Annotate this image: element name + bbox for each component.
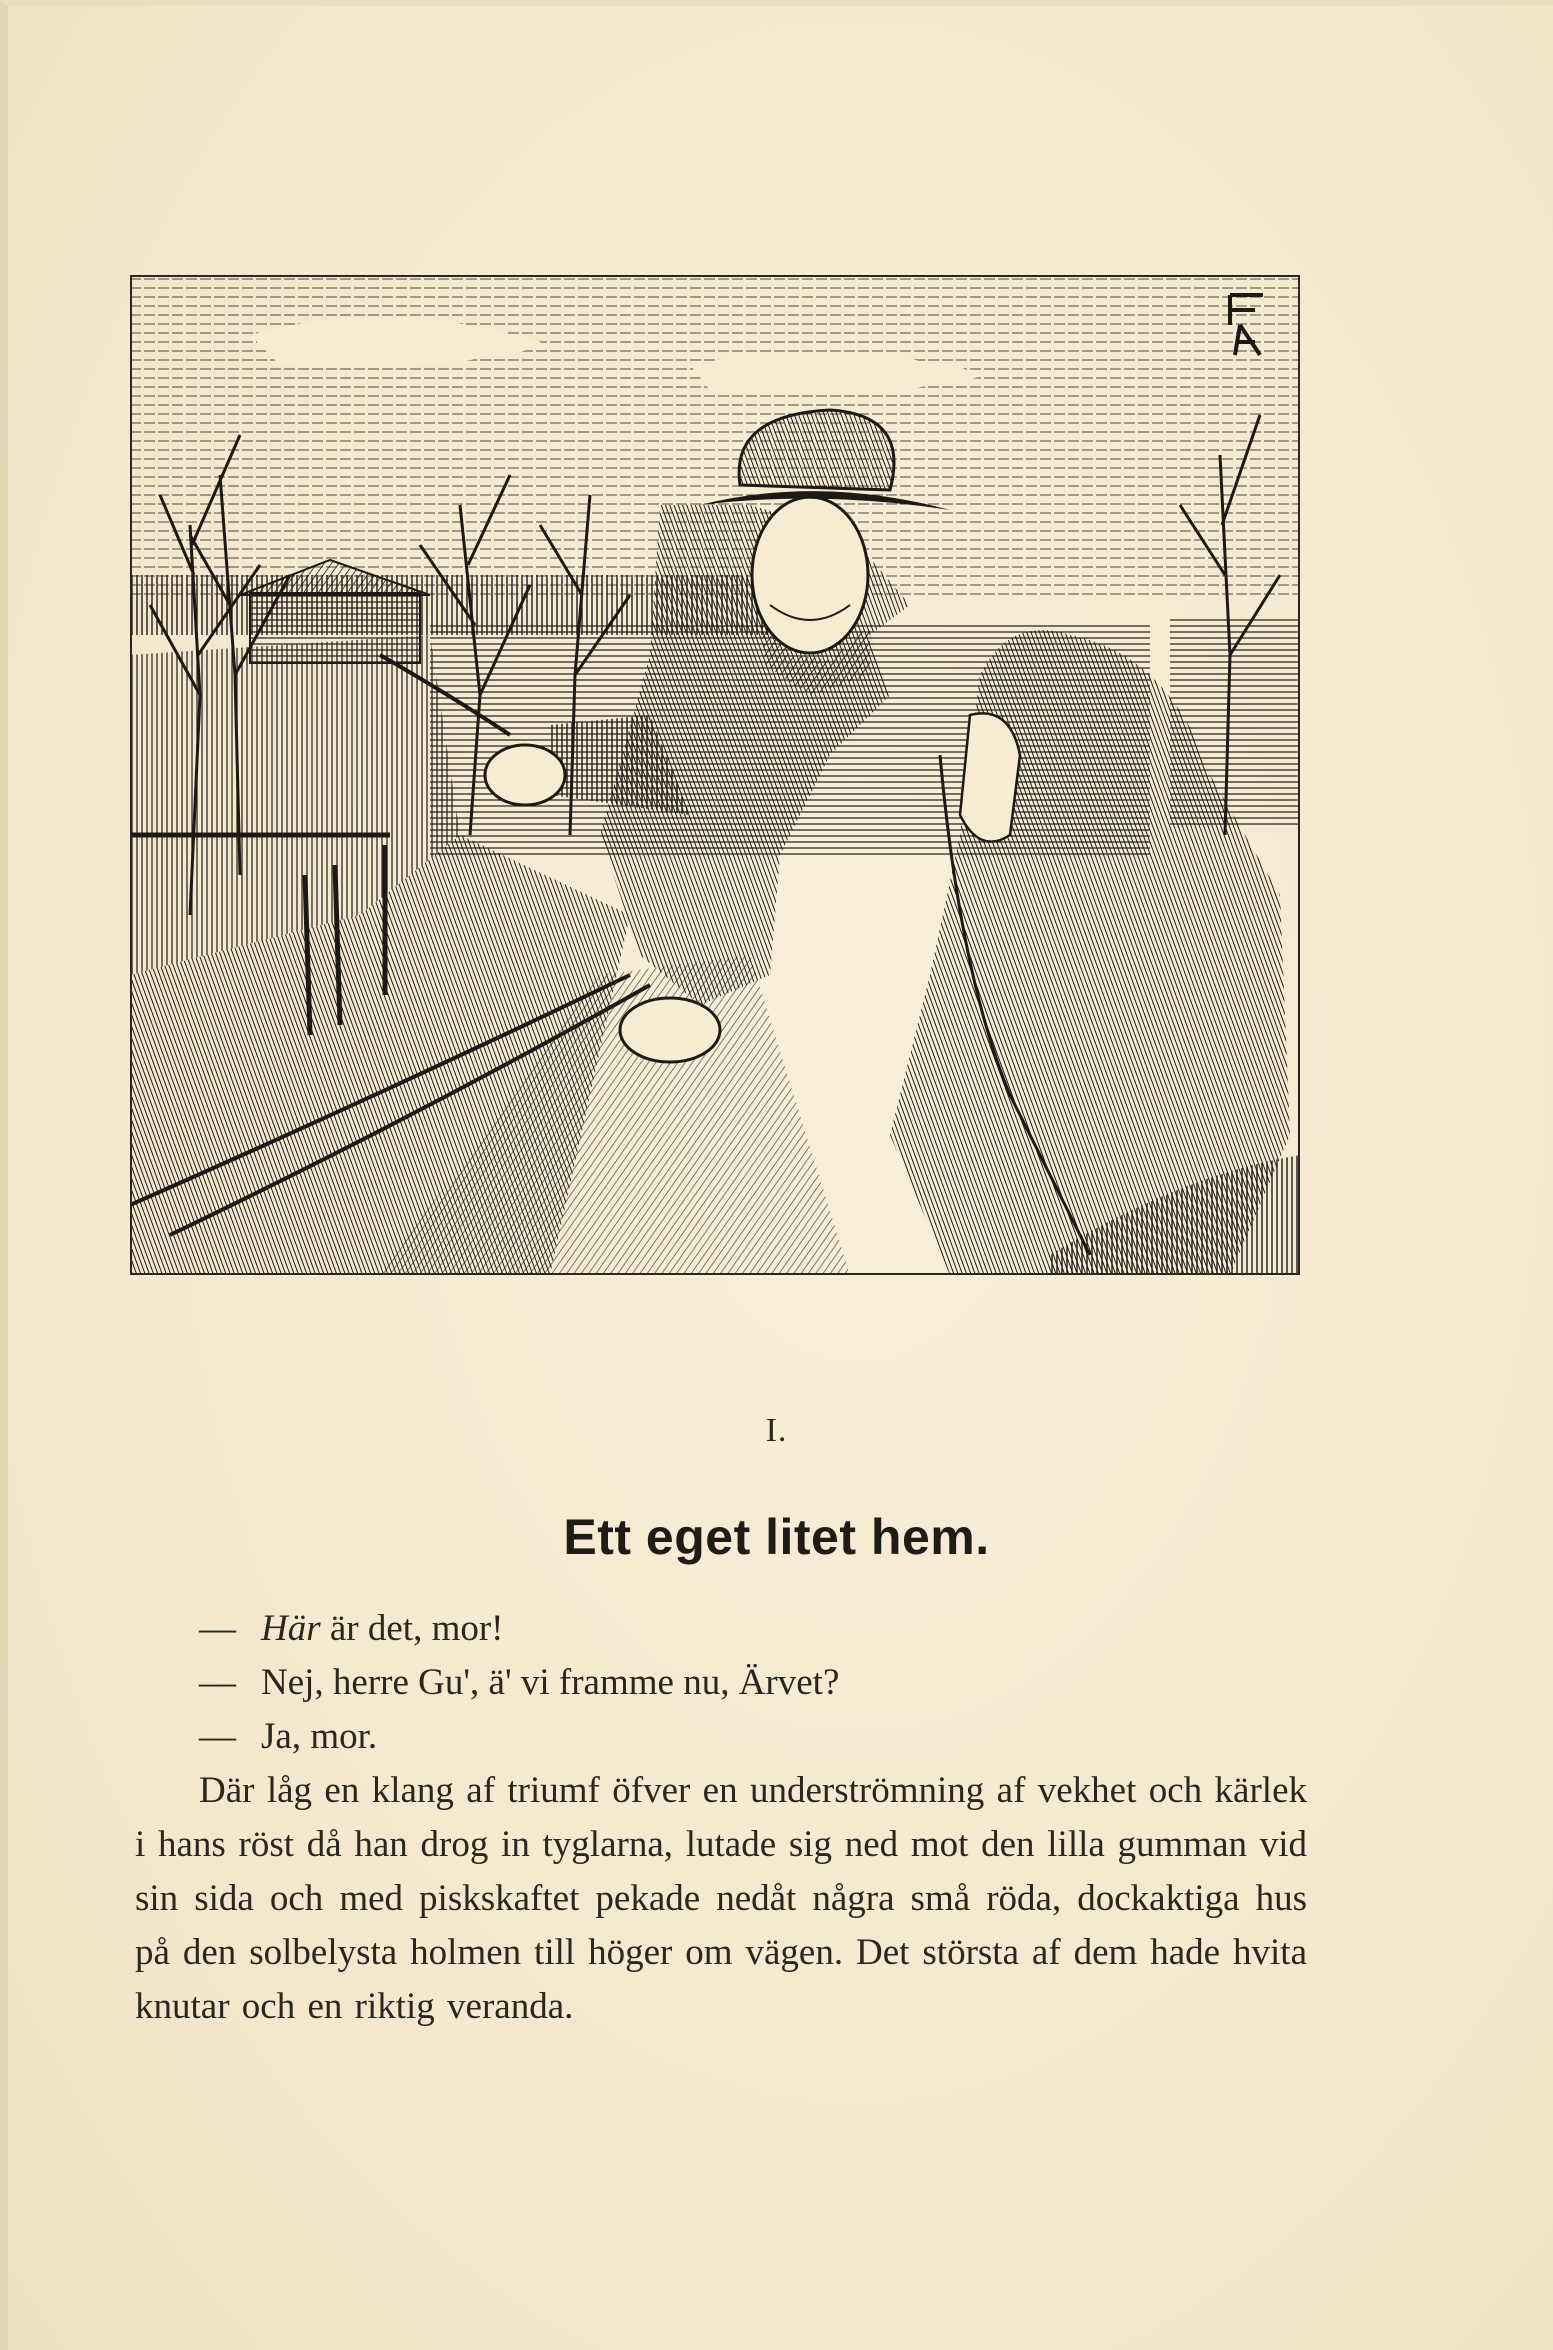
dialogue-text: Nej, herre Gu', ä' vi framme nu, Ärvet? xyxy=(261,1662,840,1703)
dialogue-line xyxy=(135,1656,1307,1710)
dialogue-text: Ja, mor. xyxy=(261,1716,378,1757)
dialogue-line xyxy=(135,1710,1307,1764)
dialogue-text: är det, mor! xyxy=(320,1608,504,1649)
narrative-paragraph: Där låg en klang af triumf öfver en underströmning af vekhet och kärlek i hans röst då han drog in tyglarna, lutade sig ned mot den lilla gumman vid sin sida och med piskskaftet pekade nedåt några små röda, dockaktiga hus på den solbelysta holmen till höger om vägen. Det största af dem hade hvita knutar och en riktig veranda. xyxy=(135,1770,1307,2027)
emphasized-word: Här xyxy=(261,1608,321,1649)
chapter-title: Ett eget litet hem. xyxy=(563,1509,990,1565)
chapter-text xyxy=(135,1602,1307,2034)
dialogue-dash: — xyxy=(199,1716,236,1757)
artist-monogram xyxy=(1225,290,1270,360)
dialogue-dash: — xyxy=(199,1662,236,1703)
pen-drawing-illustration xyxy=(130,275,1300,1275)
dialogue-line xyxy=(135,1602,1307,1656)
dialogue-dash: — xyxy=(199,1608,236,1649)
ink-drawing-icon xyxy=(130,275,1300,1275)
chapter-number: I. xyxy=(765,1412,788,1449)
